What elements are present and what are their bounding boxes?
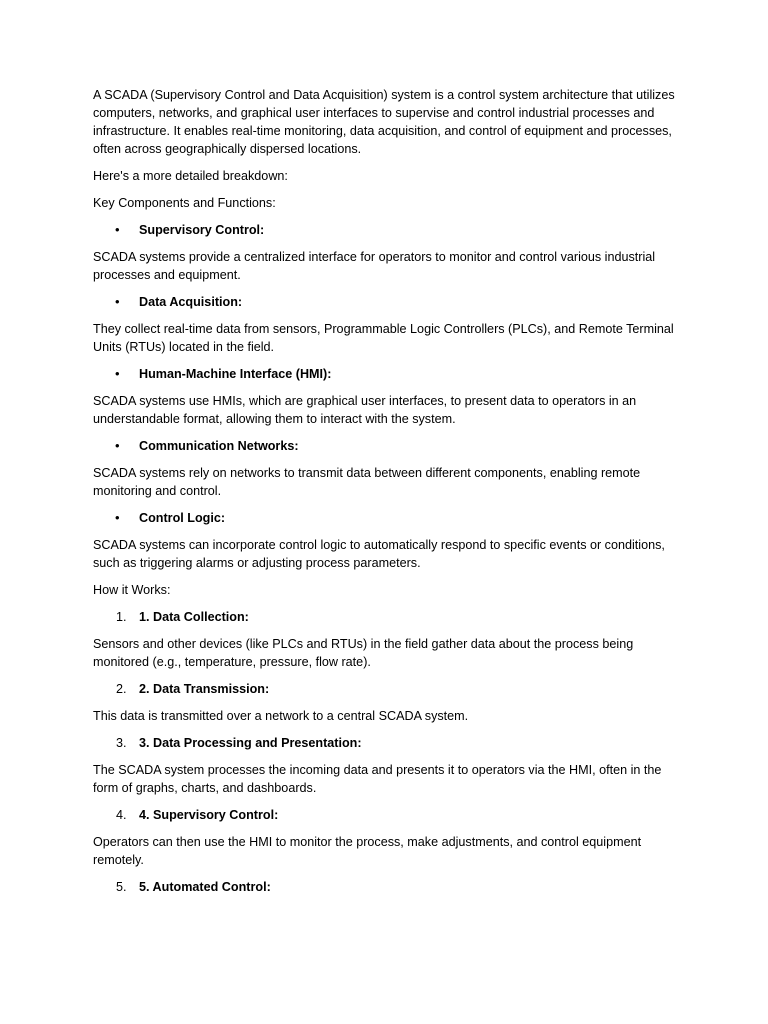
component-title: Communication Networks: <box>139 439 299 453</box>
step-description: Sensors and other devices (like PLCs and RTUs) in the field gather data about the process being monitored (e.g., temperature, pressure, flow rate). <box>93 637 634 669</box>
component-description: They collect real-time data from sensors, Programmable Logic Controllers (PLCs), and Remote Terminal Units (RTUs) located in the field. <box>93 322 674 354</box>
components-heading: Key Components and Functions: <box>93 196 276 210</box>
component-description: SCADA systems can incorporate control logic to automatically respond to specific events or conditions, such as triggering alarms or adjusting process parameters. <box>93 538 665 570</box>
step-description: This data is transmitted over a network to a central SCADA system. <box>93 709 469 723</box>
document-page <box>93 86 683 905</box>
component-title: Supervisory Control: <box>139 223 265 237</box>
numbered-item <box>93 806 683 824</box>
component-description: SCADA systems use HMIs, which are graphical user interfaces, to present data to operators in an understandable format, allowing them to interact with the system. <box>93 394 637 426</box>
how-heading: How it Works: <box>93 583 171 597</box>
intro-paragraph: A SCADA (Supervisory Control and Data Acquisition) system is a control system architecture that utilizes computers, networks, and graphical user interfaces to supervise and control industrial processes and infrastructure. It enables real-time monitoring, data acquisition, and control of equipment and processes, often across geographically dispersed locations. <box>93 88 675 156</box>
list-number: 5. <box>116 880 127 894</box>
numbered-item <box>93 734 683 752</box>
bullet-item <box>93 509 683 527</box>
bullet-item <box>93 365 683 383</box>
bullet-item <box>93 437 683 455</box>
bullet-item <box>93 221 683 239</box>
bullet-marker: • <box>115 366 120 381</box>
component-description: SCADA systems provide a centralized interface for operators to monitor and control various industrial processes and equipment. <box>93 250 656 282</box>
bullet-marker: • <box>115 438 120 453</box>
step-description: Operators can then use the HMI to monitor the process, make adjustments, and control equipment remotely. <box>93 835 642 867</box>
bullet-marker: • <box>115 294 120 309</box>
numbered-item <box>93 680 683 698</box>
step-title: 2. Data Transmission: <box>139 682 270 696</box>
step-description: The SCADA system processes the incoming data and presents it to operators via the HMI, often in the form of graphs, charts, and dashboards. <box>93 763 662 795</box>
component-title: Control Logic: <box>139 511 226 525</box>
breakdown-line: Here's a more detailed breakdown: <box>93 169 288 183</box>
list-number: 4. <box>116 808 127 822</box>
list-number: 1. <box>116 610 127 624</box>
numbered-item <box>93 878 683 896</box>
component-title: Human-Machine Interface (HMI): <box>139 367 332 381</box>
bullet-item <box>93 293 683 311</box>
step-title: 1. Data Collection: <box>139 610 249 624</box>
list-number: 2. <box>116 682 127 696</box>
component-description: SCADA systems rely on networks to transmit data between different components, enabling remote monitoring and control. <box>93 466 641 498</box>
step-title: 4. Supervisory Control: <box>139 808 279 822</box>
step-title: 5. Automated Control: <box>139 880 271 894</box>
component-title: Data Acquisition: <box>139 295 243 309</box>
step-title: 3. Data Processing and Presentation: <box>139 736 362 750</box>
numbered-item <box>93 608 683 626</box>
bullet-marker: • <box>115 510 120 525</box>
bullet-marker: • <box>115 222 120 237</box>
list-number: 3. <box>116 736 127 750</box>
